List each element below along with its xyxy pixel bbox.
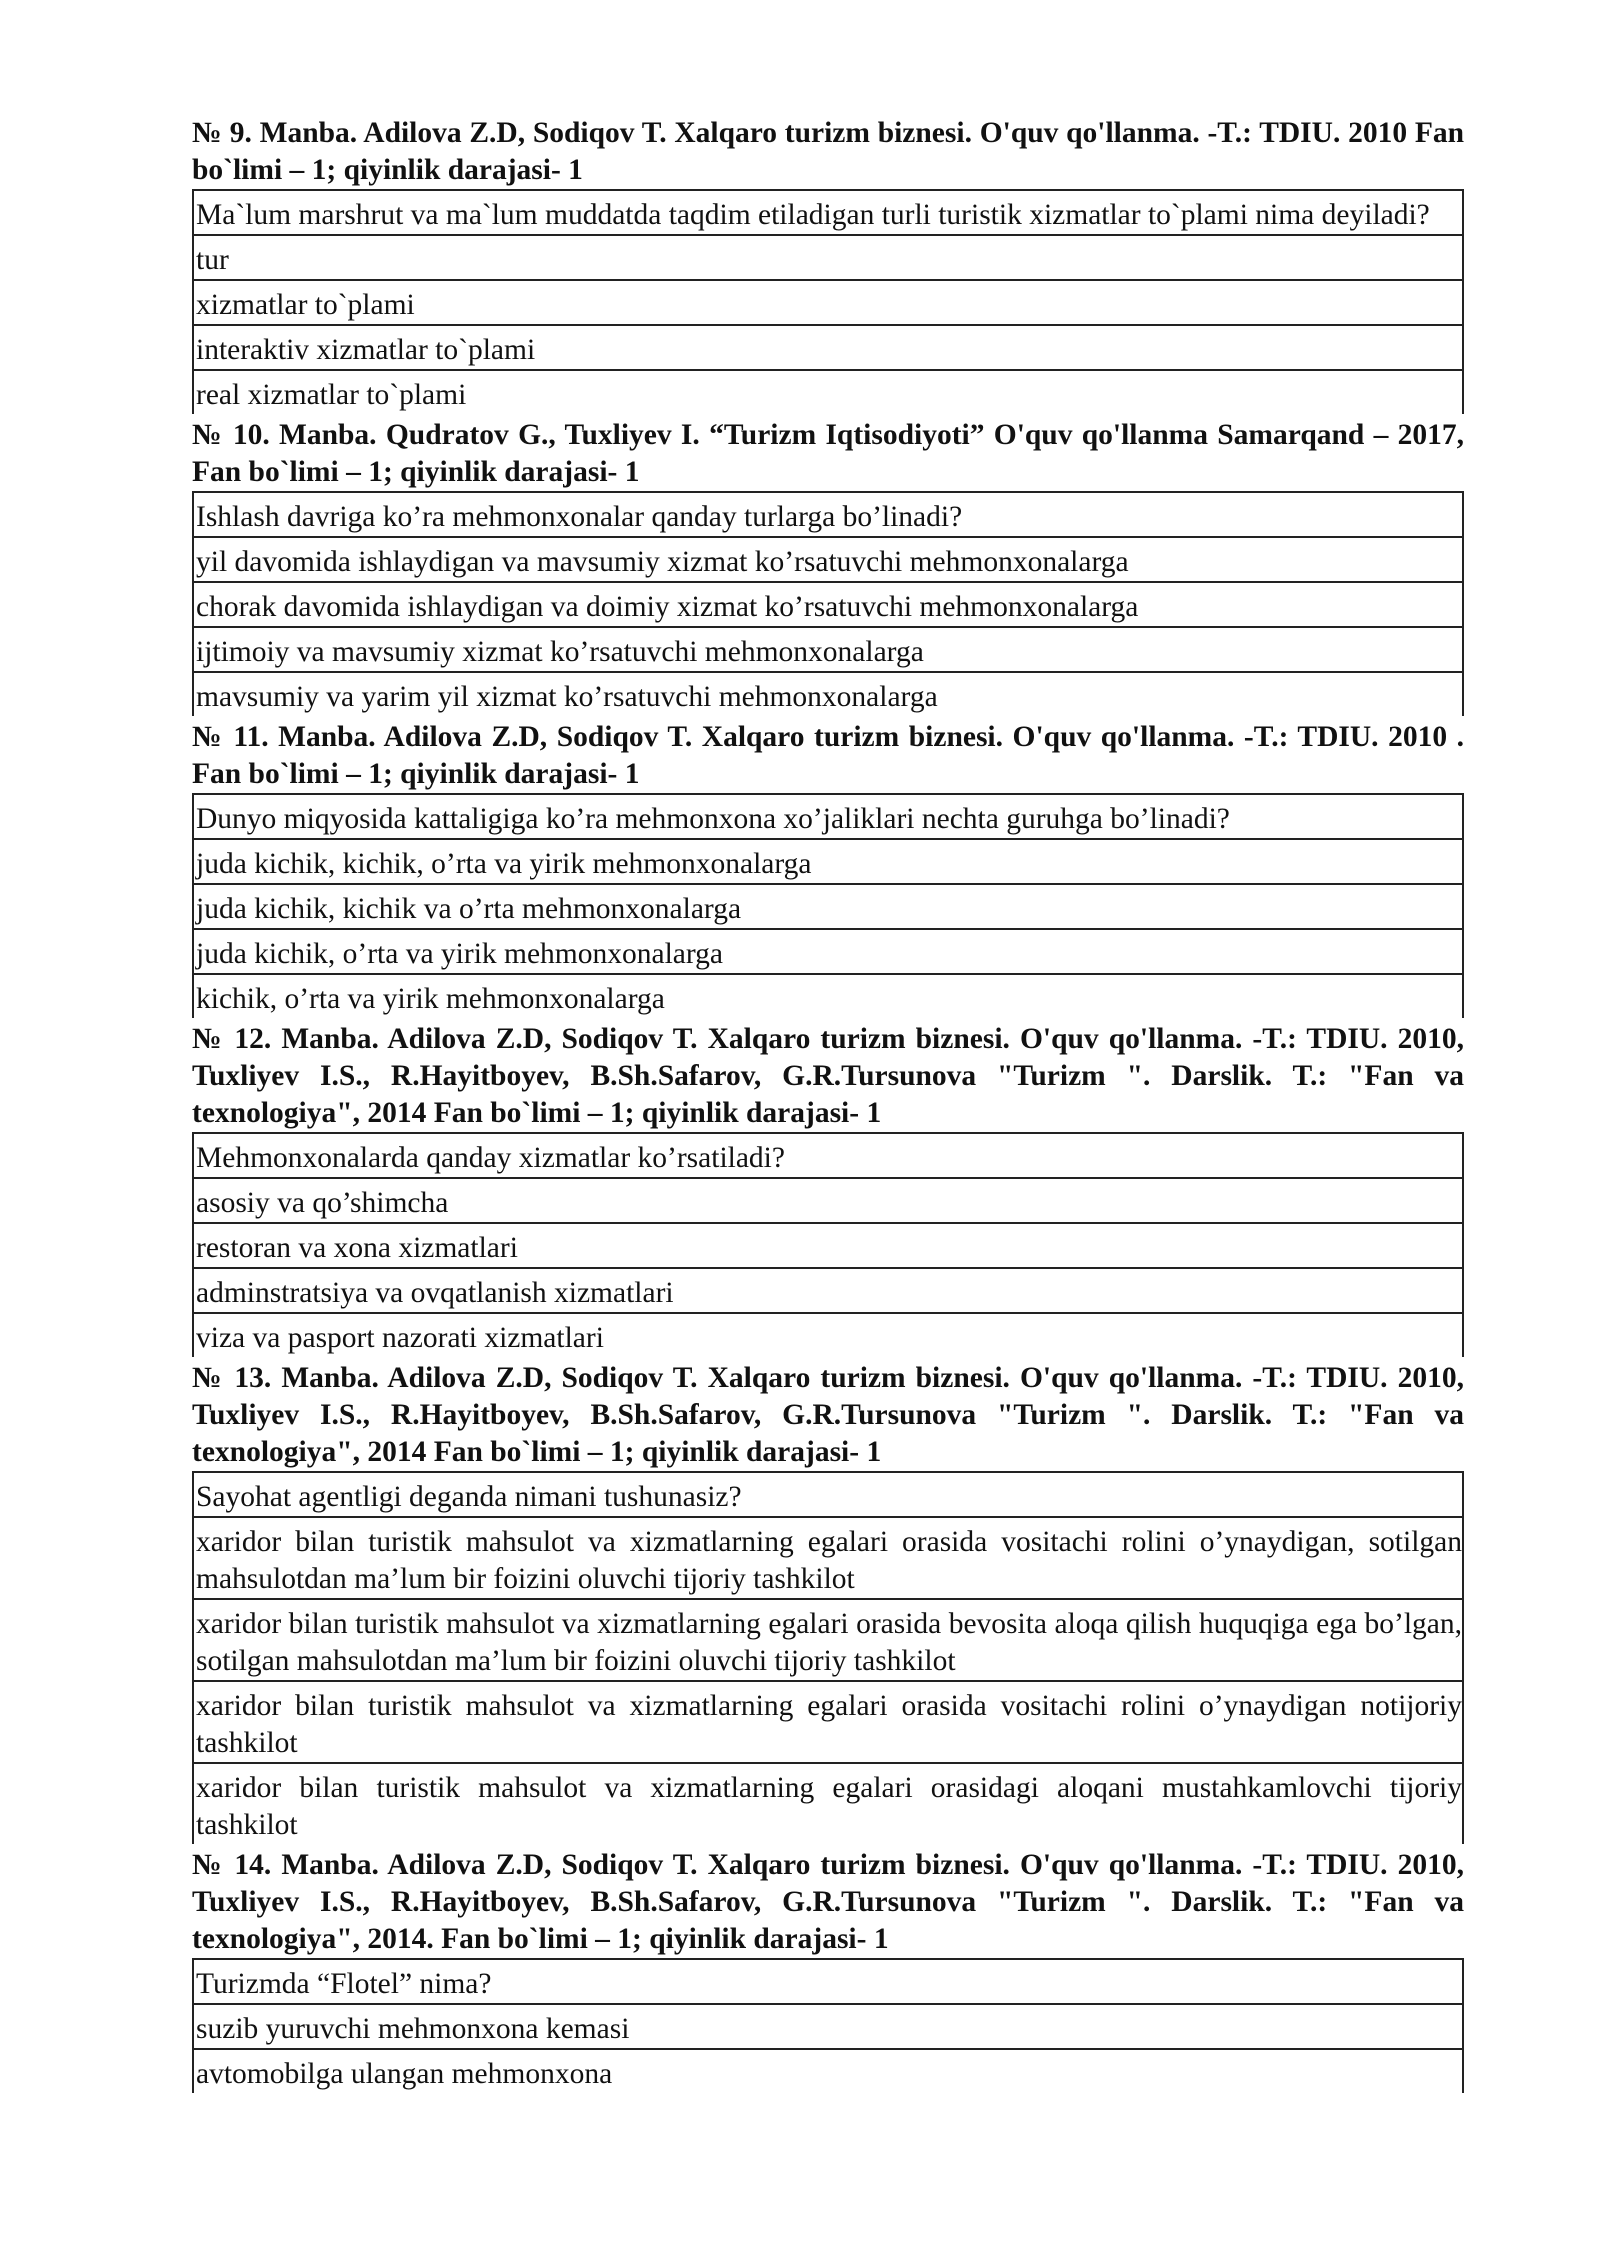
answer-option: viza va pasport nazorati xizmatlari bbox=[196, 1322, 604, 1354]
answer-option: xaridor bilan turistik mahsulot va xizmatlarning egalari orasida bevosita aloqa qilish huquqiga ega bo’lgan, sotilgan mahsulotdan ma’lum bir foizini oluvchi tijoriy tashkilot bbox=[194, 1600, 1462, 1682]
question-block-11 bbox=[192, 716, 1464, 1018]
question-header: № 10. Manba. Qudratov G., Tuxliyev I. “Turizm Iqtisodiyoti” O'quv qo'llanma Samarqand – 2017, Fan bo`limi – 1; qiyinlik darajasi- 1 bbox=[192, 419, 1464, 488]
answer-option: xaridor bilan turistik mahsulot va xizmatlarning egalari orasidagi aloqani mustahkamlovchi tijoriy tashkilot bbox=[196, 1772, 1462, 1841]
answer-option: asosiy va qo’shimcha bbox=[194, 1179, 1462, 1224]
answer-option: xaridor bilan turistik mahsulot va xizmatlarning egalari orasida vositachi rolini o’ynaydigan notijoriy tashkilot bbox=[194, 1682, 1462, 1764]
answer-option: tur bbox=[194, 236, 1462, 281]
question-text: Ma`lum marshrut va ma`lum muddatda taqdim etiladigan turli turistik xizmatlar to`plami nima deyiladi? bbox=[194, 191, 1462, 236]
question-table bbox=[192, 1132, 1464, 1357]
question-block-9 bbox=[192, 112, 1464, 414]
question-header: № 9. Manba. Adilova Z.D, Sodiqov T. Xalqaro turizm biznesi. O'quv qo'llanma. -T.: TDIU. 2010 Fan bo`limi – 1; qiyinlik darajasi- 1 bbox=[192, 117, 1464, 186]
question-text: Turizmda “Flotel” nima? bbox=[194, 1960, 1462, 2005]
question-table bbox=[192, 1471, 1464, 1844]
question-table bbox=[192, 793, 1464, 1018]
question-text: Dunyo miqyosida kattaligiga ko’ra mehmonxona xo’jaliklari nechta guruhga bo’linadi? bbox=[194, 795, 1462, 840]
answer-option: xaridor bilan turistik mahsulot va xizmatlarning egalari orasida vositachi rolini o’ynaydigan, sotilgan mahsulotdan ma’lum bir foizini oluvchi tijoriy tashkilot bbox=[194, 1518, 1462, 1600]
answer-option: kichik, o’rta va yirik mehmonxonalarga bbox=[196, 983, 665, 1015]
question-text: Mehmonxonalarda qanday xizmatlar ko’rsatiladi? bbox=[194, 1134, 1462, 1179]
question-text: Sayohat agentligi deganda nimani tushunasiz? bbox=[194, 1473, 1462, 1518]
answer-option: juda kichik, o’rta va yirik mehmonxonalarga bbox=[194, 930, 1462, 975]
answer-option: juda kichik, kichik va o’rta mehmonxonalarga bbox=[194, 885, 1462, 930]
answer-option: interaktiv xizmatlar to`plami bbox=[194, 326, 1462, 371]
question-text: Ishlash davriga ko’ra mehmonxonalar qanday turlarga bo’linadi? bbox=[194, 493, 1462, 538]
question-header: № 11. Manba. Adilova Z.D, Sodiqov T. Xalqaro turizm biznesi. O'quv qo'llanma. -T.: TDIU. 2010 . Fan bo`limi – 1; qiyinlik darajasi- 1 bbox=[192, 721, 1464, 790]
question-block-13 bbox=[192, 1357, 1464, 1844]
answer-option: juda kichik, kichik, o’rta va yirik mehmonxonalarga bbox=[194, 840, 1462, 885]
document-page bbox=[192, 112, 1464, 2093]
answer-option: suzib yuruvchi mehmonxona kemasi bbox=[194, 2005, 1462, 2050]
answer-option: mavsumiy va yarim yil xizmat ko’rsatuvchi mehmonxonalarga bbox=[196, 681, 938, 713]
question-header: № 13. Manba. Adilova Z.D, Sodiqov T. Xalqaro turizm biznesi. O'quv qo'llanma. -T.: TDIU. 2010, Tuxliyev I.S., R.Hayitboyev, B.Sh.Safarov, G.R.Tursunova "Turizm ". Darslik. T.: "Fan va texnologiya", 2014 Fan bo`limi – 1; qiyinlik darajasi- 1 bbox=[192, 1362, 1464, 1468]
question-header: № 14. Manba. Adilova Z.D, Sodiqov T. Xalqaro turizm biznesi. O'quv qo'llanma. -T.: TDIU. 2010, Tuxliyev I.S., R.Hayitboyev, B.Sh.Safarov, G.R.Tursunova "Turizm ". Darslik. T.: "Fan va texnologiya", 2014. Fan bo`limi – 1; qiyinlik darajasi- 1 bbox=[192, 1849, 1464, 1955]
question-table bbox=[192, 189, 1464, 414]
question-header: № 12. Manba. Adilova Z.D, Sodiqov T. Xalqaro turizm biznesi. O'quv qo'llanma. -T.: TDIU. 2010, Tuxliyev I.S., R.Hayitboyev, B.Sh.Safarov, G.R.Tursunova "Turizm ". Darslik. T.: "Fan va texnologiya", 2014 Fan bo`limi – 1; qiyinlik darajasi- 1 bbox=[192, 1023, 1464, 1129]
answer-option: real xizmatlar to`plami bbox=[196, 379, 467, 411]
answer-option: xizmatlar to`plami bbox=[194, 281, 1462, 326]
answer-option: avtomobilga ulangan mehmonxona bbox=[196, 2058, 613, 2090]
answer-option: yil davomida ishlaydigan va mavsumiy xizmat ko’rsatuvchi mehmonxonalarga bbox=[194, 538, 1462, 583]
answer-option: restoran va xona xizmatlari bbox=[194, 1224, 1462, 1269]
question-block-14 bbox=[192, 1844, 1464, 2093]
question-block-12 bbox=[192, 1018, 1464, 1357]
question-table bbox=[192, 491, 1464, 716]
question-table bbox=[192, 1958, 1464, 2093]
answer-option: adminstratsiya va ovqatlanish xizmatlari bbox=[194, 1269, 1462, 1314]
question-block-10 bbox=[192, 414, 1464, 716]
answer-option: ijtimoiy va mavsumiy xizmat ko’rsatuvchi mehmonxonalarga bbox=[194, 628, 1462, 673]
answer-option: chorak davomida ishlaydigan va doimiy xizmat ko’rsatuvchi mehmonxonalarga bbox=[194, 583, 1462, 628]
